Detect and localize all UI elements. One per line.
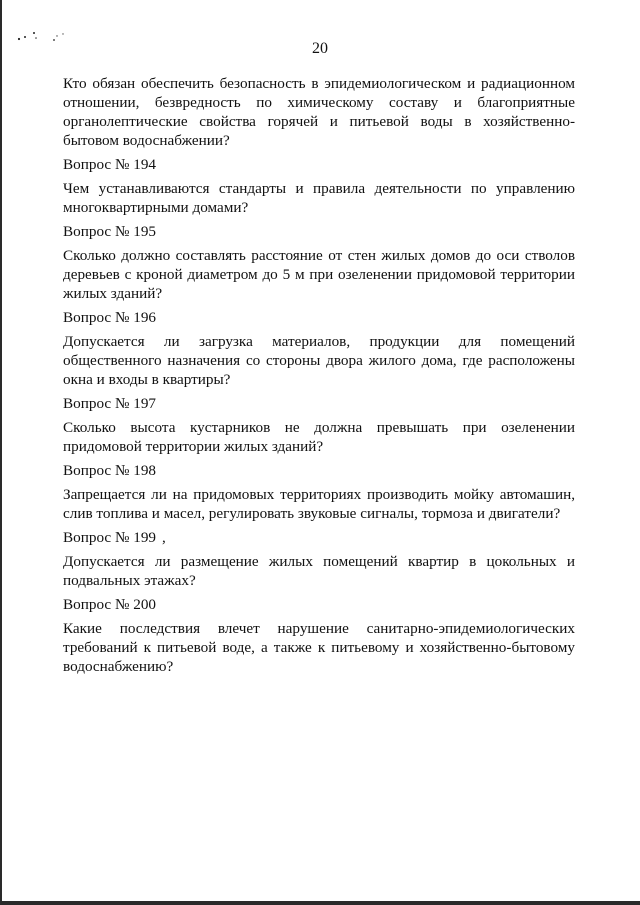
question-number: Вопрос № 198 — [63, 462, 157, 479]
page-number: 20 — [312, 40, 328, 57]
question-list — [63, 74, 575, 681]
question-text: Запрещается ли на придомовых территориях производить мойку автомашин, слив топлива и масел, регулировать звуковые сигналы, тормоза и двигатели? — [63, 486, 575, 522]
question-text: Допускается ли загрузка материалов, продукции для помещений общественного назначения со стороны двора жилого дома, где расположены окна и входы в квартиры? — [63, 333, 575, 388]
stray-mark: , — [162, 529, 166, 546]
question-number: Вопрос № 196 — [63, 309, 157, 326]
question-text: Сколько высота кустарников не должна превышать при озеленении придомовой территории жилых зданий? — [63, 419, 575, 455]
question-text: Кто обязан обеспечить безопасность в эпидемиологическом и радиационном отношении, безвредность по химическому составу и благоприятные органолептические свойства горячей и питьевой воды в хозяйственно-бытовом водоснабжении? — [63, 75, 575, 149]
question-text: Чем устанавливаются стандарты и правила деятельности по управлению многоквартирными домами? — [63, 180, 575, 216]
question-number: Вопрос № 197 — [63, 395, 157, 412]
question-text: Какие последствия влечет нарушение санитарно-эпидемиологических требований к питьевой воде, а также к питьевому и хозяйственно-бытовому водоснабжению? — [63, 620, 575, 675]
question-number-row — [63, 528, 575, 547]
question-number: Вопрос № 200 — [63, 596, 157, 613]
scan-border-bottom — [0, 901, 640, 905]
question-text: Допускается ли размещение жилых помещений квартир в цокольных и подвальных этажах? — [63, 553, 575, 589]
question-number: Вопрос № 199 — [63, 529, 157, 546]
scan-border-left — [0, 0, 2, 905]
question-number: Вопрос № 194 — [63, 156, 157, 173]
question-text: Сколько должно составлять расстояние от стен жилых домов до оси стволов деревьев с кроной диаметром до 5 м при озеленении придомовой территории жилых зданий? — [63, 247, 575, 302]
question-number: Вопрос № 195 — [63, 223, 157, 240]
